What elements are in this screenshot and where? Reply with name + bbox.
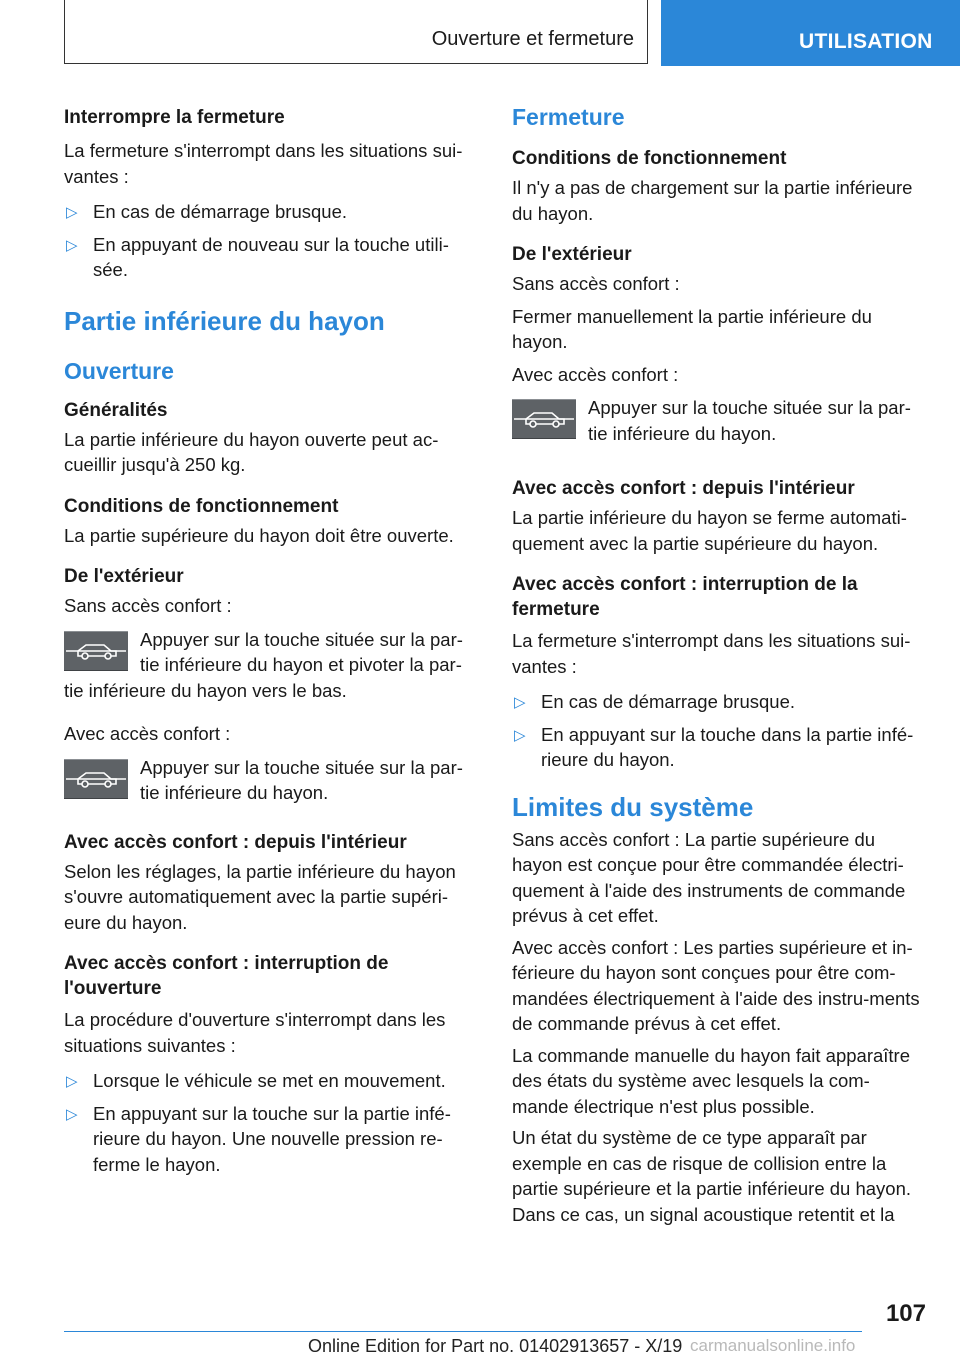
without-comfort-label: Sans accès confort : xyxy=(512,273,680,294)
right-column xyxy=(512,100,926,1227)
triangle-right-icon: ▷ xyxy=(66,236,78,254)
interruption-closing-heading: Avec accès confort : interruption de la fermeture xyxy=(512,574,858,620)
instruction-with-icon xyxy=(512,395,926,446)
inside-heading: Avec accès confort : depuis l'intérieur xyxy=(512,478,855,499)
without-comfort-label: Sans accès confort : xyxy=(64,595,232,616)
list-item: ▷ En appuyant sur la touche sur la partie infé-rieure du hayon. Une nouvelle pression re-ferme le hayon. xyxy=(66,1102,451,1175)
triangle-right-icon: ▷ xyxy=(66,1073,78,1090)
with-comfort-instruction: Appuyer sur la touche située sur la par-tie inférieure du hayon. xyxy=(588,397,911,444)
general-heading: Généralités xyxy=(64,399,168,421)
limits-paragraph-1: Sans accès confort : La partie supérieure du hayon est conçue pour être commandée électri-quement à l'aide des instruments de commande prévus à cet effet. xyxy=(512,828,906,926)
limits-paragraph-2: Avec accès confort : Les parties supérieure et in-férieure du hayon sont conçues pour être com-mandées électriquement à l'aide des instru-ments de commande prévus à cet effet. xyxy=(512,936,920,1034)
conditions-heading: Conditions de fonctionnement xyxy=(512,148,787,169)
triangle-right-icon: ▷ xyxy=(66,204,78,221)
section-title: Partie inférieure du hayon xyxy=(64,305,385,336)
triangle-right-icon: ▷ xyxy=(66,1105,78,1123)
interrupt-closing-text: La fermeture s'interrompt dans les situations sui-vantes : xyxy=(64,140,463,187)
edition-info: Online Edition for Part no. 01402913657 - X/19 xyxy=(308,1336,683,1356)
without-comfort-instruction: Appuyer sur la touche située sur la par-tie inférieure du hayon et pivoter la par-tie inférieure du hayon vers le bas. xyxy=(64,628,463,701)
instruction-with-icon xyxy=(64,755,476,806)
interruption-closing-text: La fermeture s'interrompt dans les situations sui-vantes : xyxy=(512,630,911,677)
list-item: ▷ En appuyant sur la touche dans la partie infé-rieure du hayon. xyxy=(514,723,914,770)
inside-text: Selon les réglages, la partie inférieure du hayon s'ouvre automatiquement avec la partie supéri-eure du hayon. xyxy=(64,860,456,933)
interruption-opening-list xyxy=(64,1068,476,1177)
footer-divider xyxy=(64,1331,862,1332)
interrupt-closing-list xyxy=(64,199,476,283)
limits-paragraph-4: Un état du système de ce type apparaît par exemple en cas de risque de collision entre la partie supérieure et la partie inférieure du hayon. Dans ce cas, un signal acoustique retentit et la xyxy=(512,1127,912,1225)
list-item: ▷ En appuyant de nouveau sur la touche utili-sée. xyxy=(66,233,449,280)
triangle-right-icon: ▷ xyxy=(514,694,526,711)
interrupt-closing-heading: Interrompre la fermeture xyxy=(64,107,285,128)
opening-heading: Ouverture xyxy=(64,357,174,384)
page-number: 107 xyxy=(885,1300,926,1327)
conditions-heading: Conditions de fonctionnement xyxy=(64,495,339,517)
car-tailgate-button-icon xyxy=(64,631,128,671)
with-comfort-label: Avec accès confort : xyxy=(64,723,231,744)
interruption-opening-text: La procédure d'ouverture s'interrompt dans les situations suivantes : xyxy=(64,1009,446,1056)
inside-heading: Avec accès confort : depuis l'intérieur xyxy=(64,831,407,853)
watermark: carmanualsonline.info xyxy=(690,1336,856,1355)
left-column xyxy=(64,100,476,1177)
limits-heading: Limites du système xyxy=(512,791,754,822)
outside-heading: De l'extérieur xyxy=(512,244,632,265)
outside-heading: De l'extérieur xyxy=(64,566,184,587)
without-comfort-text: Fermer manuellement la partie inférieure du hayon. xyxy=(512,305,872,352)
general-text: La partie inférieure du hayon ouverte peut ac-cueillir jusqu'à 250 kg. xyxy=(64,428,439,475)
with-comfort-instruction: Appuyer sur la touche située sur la par-tie inférieure du hayon. xyxy=(140,756,463,803)
triangle-right-icon: ▷ xyxy=(514,726,526,744)
interruption-opening-heading: Avec accès confort : interruption de l'ouverture xyxy=(64,953,389,999)
interruption-closing-list xyxy=(512,689,926,773)
car-tailgate-button-icon xyxy=(512,399,576,439)
list-item: ▷ En cas de démarrage brusque. xyxy=(64,199,476,225)
list-item: ▷ En cas de démarrage brusque. xyxy=(512,689,926,715)
header-section-title: Ouverture et fermeture xyxy=(431,28,634,50)
list-item: ▷ Lorsque le véhicule se met en mouvement. xyxy=(64,1068,476,1094)
with-comfort-label: Avec accès confort : xyxy=(512,363,679,385)
header-chapter-tab[interactable]: UTILISATION xyxy=(661,0,960,66)
closing-heading: Fermeture xyxy=(512,104,625,130)
limits-paragraph-3: La commande manuelle du hayon fait apparaître des états du système avec lesquels la com-mande électrique n'est plus possible. xyxy=(512,1044,911,1117)
page-header xyxy=(0,0,960,66)
conditions-text: Il n'y a pas de chargement sur la partie inférieure du hayon. xyxy=(512,177,913,224)
inside-text: La partie inférieure du hayon se ferme automati-quement avec la partie supérieure du hayon. xyxy=(512,507,907,554)
instruction-with-icon xyxy=(64,627,476,704)
car-tailgate-button-icon xyxy=(64,759,128,799)
conditions-text: La partie supérieure du hayon doit être ouverte. xyxy=(64,524,454,546)
